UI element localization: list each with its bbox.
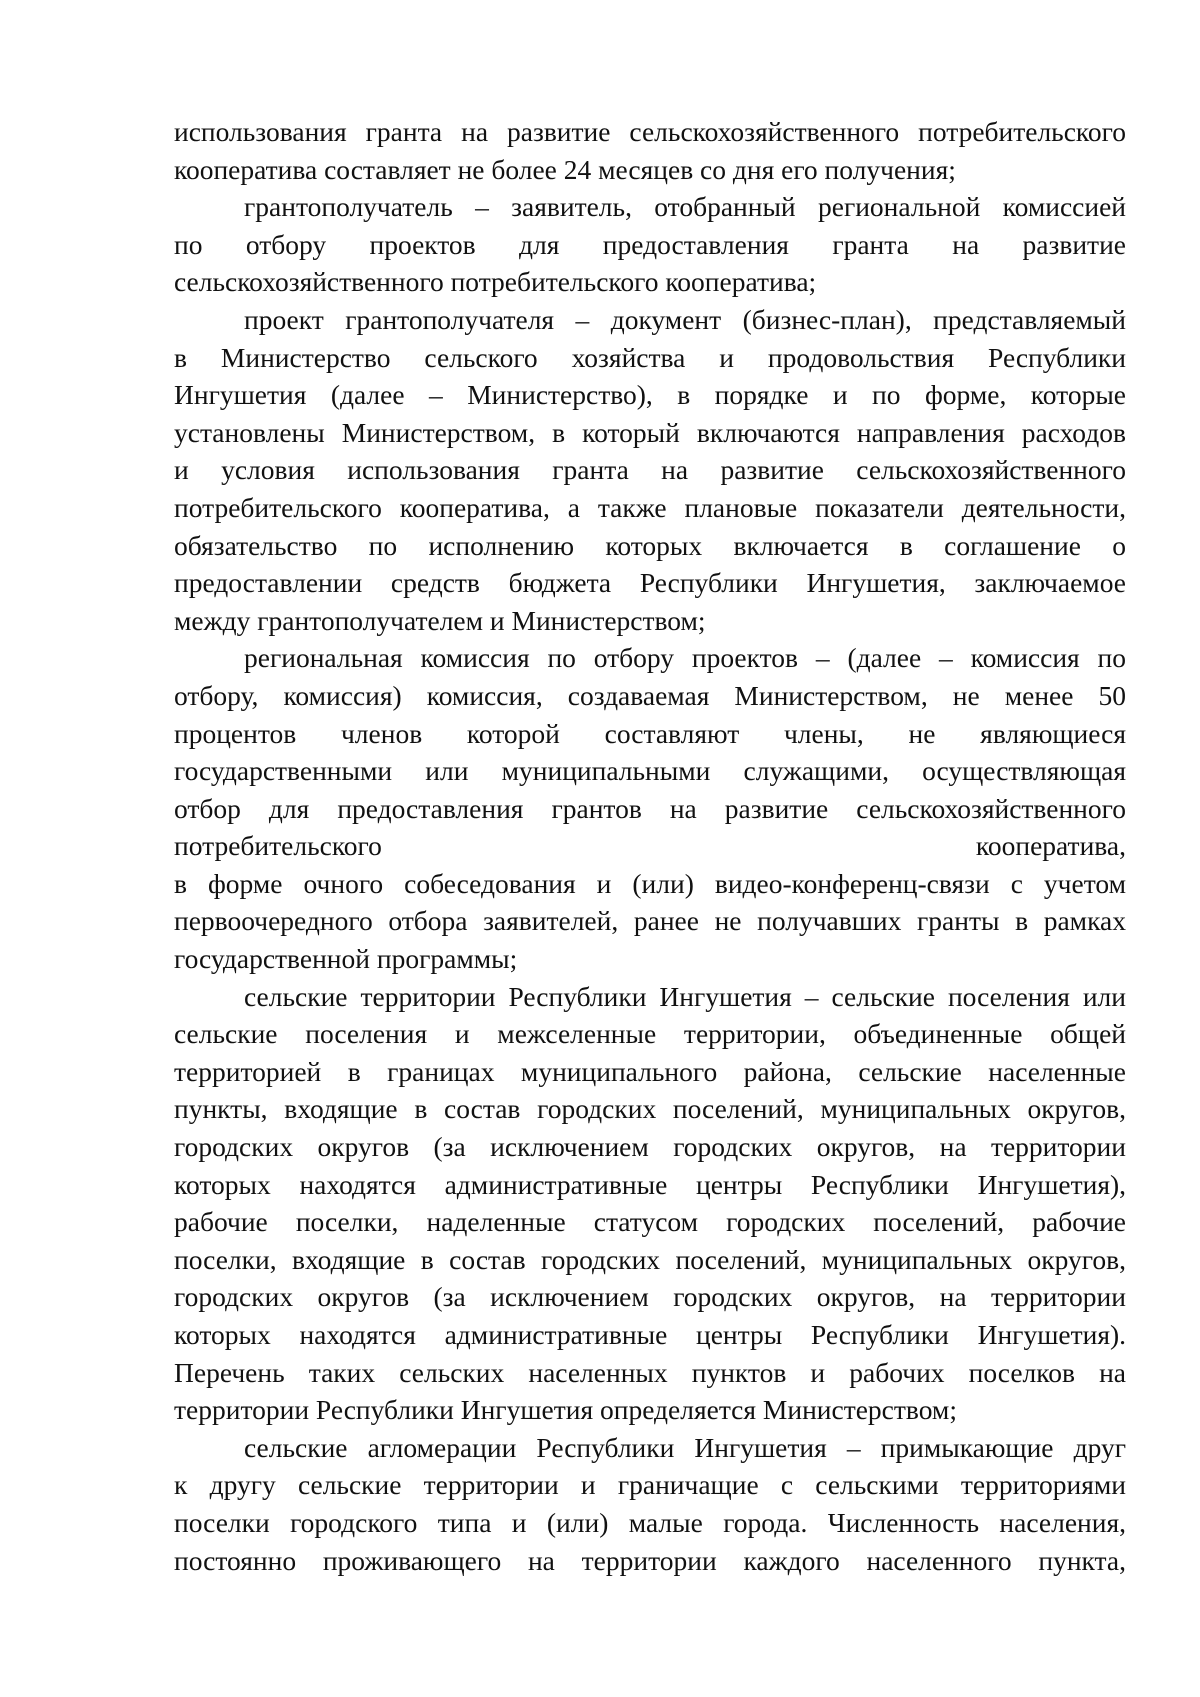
paragraph [174, 113, 1126, 188]
text-line: пункты, входящие в состав городских поселений, муниципальных округов, [174, 1093, 1126, 1125]
text-line: потребительского кооператива, [174, 830, 1126, 862]
text-line: установлены Министерством, в который включаются направления расходов [174, 416, 1126, 448]
text-line: предоставлении средств бюджета Республики Ингушетия, заключаемое [174, 567, 1126, 599]
text-line: сельские агломерации Республики Ингушетия – примыкающие друг [244, 1431, 1126, 1463]
text-line: сельскохозяйственного потребительского кооператива; [174, 266, 817, 298]
text-line: которых находятся административные центры Республики Ингушетия). [174, 1319, 1126, 1350]
text-line: Ингушетия (далее – Министерство), в порядке и по форме, которые [174, 379, 1126, 411]
text-line: государственной программы; [174, 943, 518, 975]
paragraph [174, 639, 1126, 977]
paragraph [174, 301, 1126, 639]
text-line: поселки, входящие в состав городских поселений, муниципальных округов, [174, 1243, 1126, 1275]
text-line: отбору, комиссия) комиссия, создаваемая Министерством, не менее 50 [174, 679, 1126, 711]
paragraph [174, 978, 1126, 1429]
text-line: между грантополучателем и Министерством; [174, 604, 706, 636]
text-line: сельские территории Республики Ингушетия – сельские поселения или [244, 980, 1126, 1012]
text-line: грантополучатель – заявитель, отобранный региональной комиссией [244, 191, 1126, 223]
text-line: обязательство по исполнению которых включается в соглашение о [174, 529, 1126, 561]
text-line: постоянно проживающего на территории каждого населенного пункта, [174, 1544, 1126, 1576]
text-line: территории Республики Ингушетия определяется Министерством; [174, 1394, 957, 1426]
text-line: и условия использования гранта на развитие сельскохозяйственного [174, 454, 1126, 486]
text-line: в форме очного собеседования и (или) видео-конференц-связи с учетом [174, 867, 1126, 899]
text-line: территорией в границах муниципального района, сельские населенные [174, 1055, 1126, 1087]
text-line: первоочередного отбора заявителей, ранее не получавших гранты в рамках [174, 905, 1126, 937]
text-line: Перечень таких сельских населенных пунктов и рабочих поселков на [174, 1356, 1126, 1388]
text-line: поселки городского типа и (или) малые города. Численность населения, [174, 1506, 1126, 1538]
paragraph [174, 1429, 1126, 1579]
text-line: сельские поселения и межселенные территории, объединенные общей [174, 1018, 1126, 1050]
text-line: региональная комиссия по отбору проектов – (далее – комиссия по [244, 642, 1126, 674]
text-line: государственными или муниципальными служащими, осуществляющая [174, 755, 1126, 787]
text-line: по отбору проектов для предоставления гранта на развитие [174, 228, 1126, 260]
text-line: потребительского кооператива, а также плановые показатели деятельности, [174, 491, 1126, 523]
text-line: городских округов (за исключением городских округов, на территории [174, 1281, 1126, 1313]
text-line: которых находятся административные центры Республики Ингушетия), [174, 1168, 1126, 1200]
text-line: в Министерство сельского хозяйства и продовольствия Республики [174, 341, 1126, 373]
text-line: рабочие поселки, наделенные статусом городских поселений, рабочие [174, 1206, 1126, 1238]
text-line: городских округов (за исключением городских округов, на территории [174, 1131, 1126, 1163]
document-body [174, 113, 1126, 1579]
text-line: к другу сельские территории и граничащие с сельскими территориями [174, 1469, 1126, 1501]
text-line: отбор для предоставления грантов на развитие сельскохозяйственного [174, 792, 1126, 824]
text-line: кооператива составляет не более 24 месяцев со дня его получения; [174, 153, 956, 185]
text-line: процентов членов которой составляют члены, не являющиеся [174, 717, 1126, 749]
paragraph [174, 188, 1126, 301]
text-line: проект грантополучателя – документ (бизнес-план), представляемый [244, 303, 1126, 335]
text-line: использования гранта на развитие сельскохозяйственного потребительского [174, 116, 1126, 147]
